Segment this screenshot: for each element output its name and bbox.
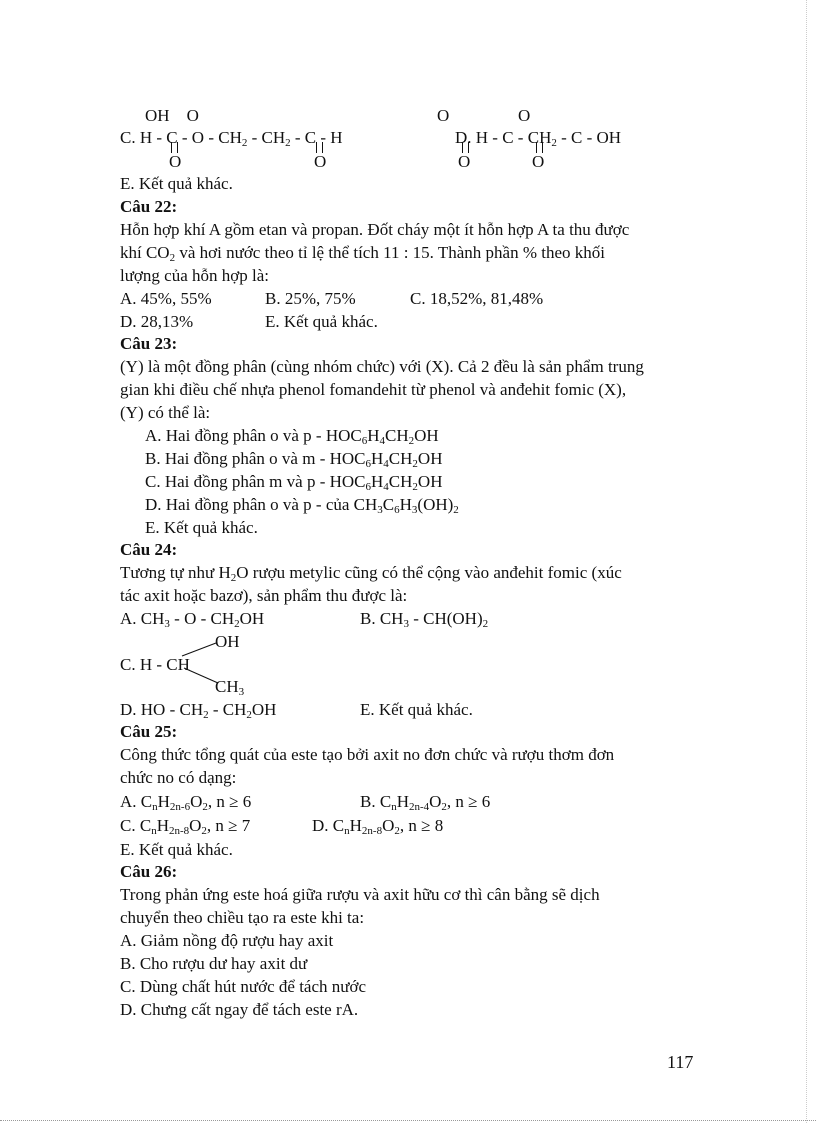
q21-c-oh: OH bbox=[145, 106, 170, 125]
q22-option-e: E. Kết quả khác. bbox=[265, 312, 378, 331]
q23-option-b: B. Hai đồng phân o và m - $HOC_6H_4CH_2OH$ bbox=[145, 449, 443, 470]
q24-option-b: B. $CH_3 - CH(OH)_2$ bbox=[360, 609, 489, 630]
q21-c-o: O bbox=[186, 106, 199, 125]
q21-bottom-o: O bbox=[532, 152, 545, 171]
q25-text-1: Công thức tổng quát của este tạo bởi axit no đơn chức và rượu thơm đơn bbox=[120, 745, 615, 764]
q23-text-2: gian khi điều chế nhựa phenol fomandehit từ phenol và anđehit fomic (X), bbox=[120, 380, 627, 399]
q24-option-e: E. Kết quả khác. bbox=[360, 700, 473, 719]
q23-option-e: E. Kết quả khác. bbox=[145, 518, 258, 537]
q21-option-e: E. Kết quả khác. bbox=[120, 174, 233, 193]
q26-option-d: D. Chưng cất ngay để tách este rA. bbox=[120, 1000, 359, 1019]
q23-option-d: D. Hai đồng phân o và p - của $CH_3C_6H_3(OH)_2$ bbox=[145, 495, 459, 516]
q21-bottom-o: O bbox=[458, 152, 471, 171]
q23-option-c: C. Hai đồng phân m và p - $HOC_6H_4CH_2OH$ bbox=[145, 472, 443, 493]
q21-bottom-o: O bbox=[314, 152, 327, 171]
q24-text-2: tác axit hoặc bazơ), sản phẩm thu được là: bbox=[120, 586, 408, 605]
q22-option-b: B. 25%, 75% bbox=[265, 289, 356, 308]
q22-option-a: A. 45%, 55% bbox=[120, 289, 212, 308]
q22-option-c: C. 18,52%, 81,48% bbox=[410, 289, 544, 308]
q22-text-3: lượng của hỗn hợp là: bbox=[120, 266, 269, 285]
q25-option-b: B. $C_nH_{2n-4}O_2$, n ≥ 6 bbox=[360, 792, 491, 813]
q26-option-c: C. Dùng chất hút nước để tách nước bbox=[120, 977, 367, 996]
q24-option-d: D. HO - $CH_2 - CH_2OH$ bbox=[120, 700, 277, 721]
q22-option-d: D. 28,13% bbox=[120, 312, 194, 331]
q23-title: Câu 23: bbox=[120, 334, 178, 353]
q25-option-e: E. Kết quả khác. bbox=[120, 840, 233, 859]
q24-option-c-ch3: $CH_3$ bbox=[215, 677, 245, 698]
page-right-border bbox=[806, 0, 807, 1123]
q21-option-d: D. H - C - $CH_2$ - C - OH bbox=[455, 128, 622, 149]
q26-text-2: chuyển theo chiều tạo ra este khi ta: bbox=[120, 908, 365, 927]
q25-option-c: C. $C_nH_{2n-8}O_2$, n ≥ 7 bbox=[120, 816, 251, 837]
q25-text-2: chức no có dạng: bbox=[120, 768, 237, 787]
q26-option-a: A. Giảm nồng độ rượu hay axit bbox=[120, 931, 334, 950]
q24-option-c-oh: OH bbox=[215, 632, 240, 651]
q22-text-1: Hỗn hợp khí A gồm etan và propan. Đốt cháy một ít hỗn hợp A ta thu được bbox=[120, 220, 630, 239]
q22-text-2: khí $CO_2$ và hơi nước theo tỉ lệ thể tích 11 : 15. Thành phần % theo khối bbox=[120, 243, 606, 264]
q22-title: Câu 22: bbox=[120, 197, 178, 216]
q23-option-a: A. Hai đồng phân o và p - $HOC_6H_4CH_2OH$ bbox=[145, 426, 439, 447]
q25-option-a: A. $C_nH_{2n-6}O_2$, n ≥ 6 bbox=[120, 792, 252, 813]
q24-option-c: C. H - CH bbox=[120, 655, 190, 674]
q21-d-top-o2: O bbox=[518, 106, 531, 125]
q21-option-c: C. H - C - O - $CH_2 - CH_2$ - C - H bbox=[120, 128, 343, 149]
q24-option-a: A. $CH_3$ - O - $CH_2OH$ bbox=[120, 609, 265, 630]
q24-text-1: Tương tự như $H_2O$ rượu metylic cũng có thể cộng vào anđehit fomic (xúc bbox=[120, 563, 622, 584]
q21-d-top-o1: O bbox=[437, 106, 450, 125]
q25-option-d: D. $C_nH_{2n-8}O_2$, n ≥ 8 bbox=[312, 816, 444, 837]
page-number: 117 bbox=[667, 1052, 694, 1072]
q26-title: Câu 26: bbox=[120, 862, 178, 881]
q23-text-3: (Y) có thể là: bbox=[120, 403, 211, 422]
q24-title: Câu 24: bbox=[120, 540, 178, 559]
q25-title: Câu 25: bbox=[120, 722, 178, 741]
page-bottom-border bbox=[0, 1120, 816, 1121]
q23-text-1: (Y) là một đồng phân (cùng nhóm chức) với (X). Cả 2 đều là sản phẩm trung bbox=[120, 357, 644, 376]
q21-bottom-o: O bbox=[169, 152, 182, 171]
q26-option-b: B. Cho rượu dư hay axit dư bbox=[120, 954, 308, 973]
q21-c-top-labels bbox=[145, 106, 199, 126]
q26-text-1: Trong phản ứng este hoá giữa rượu và axit hữu cơ thì cân bằng sẽ dịch bbox=[120, 885, 600, 904]
